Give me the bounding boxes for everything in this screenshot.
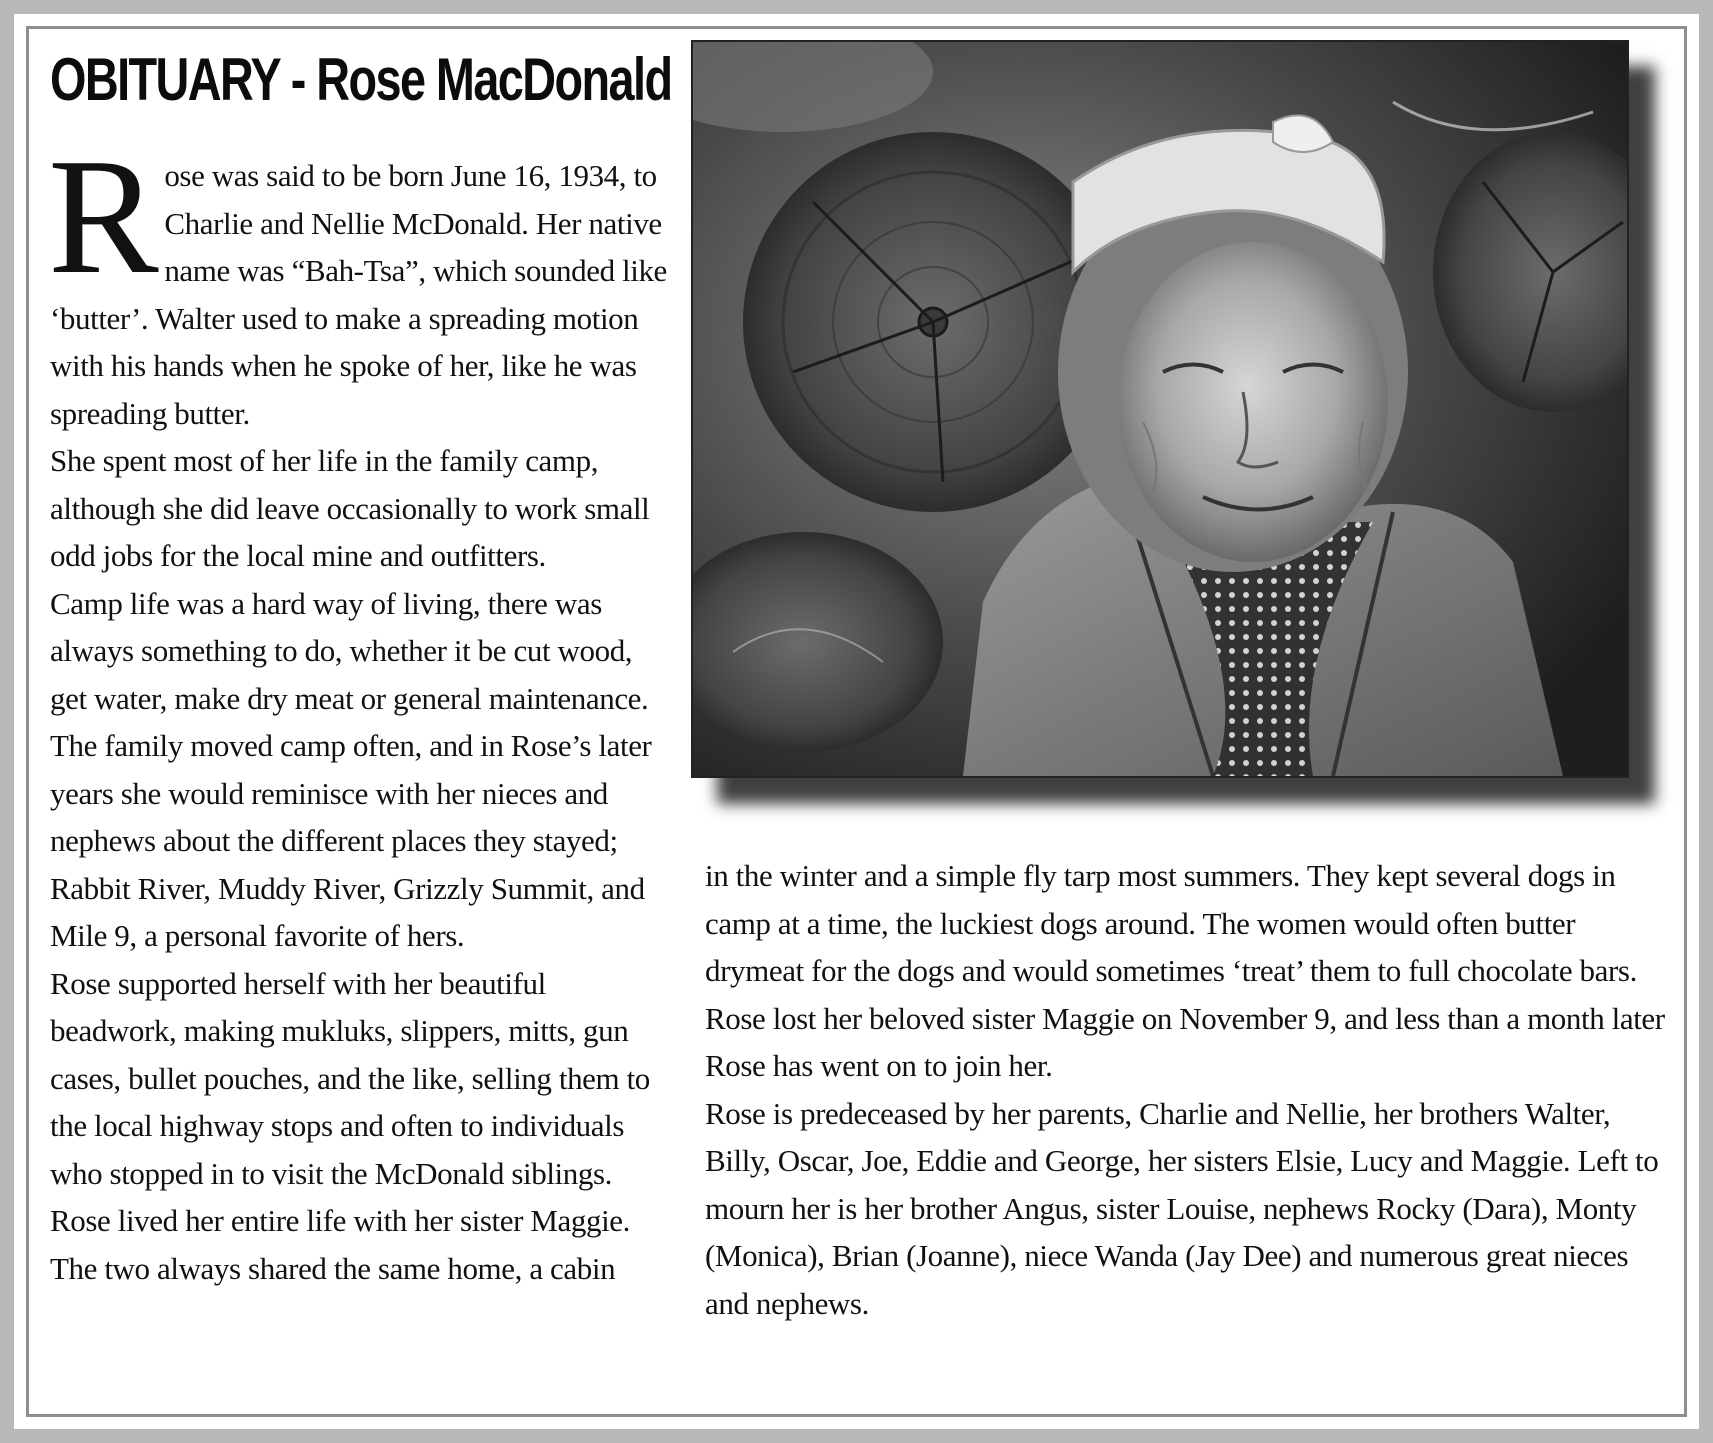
article-paragraph: Camp life was a hard way of living, there was always something to do, whether it be cut wood, get water, make dry meat or general maintenance. [50,585,649,716]
article-paragraph [48,124,668,437]
article-paragraph: She spent most of her life in the family camp, although she did leave occasionally to work small odd jobs for the local mine and outfitters. [50,443,650,573]
portrait-illustration [693,42,1627,776]
portrait-photo [691,40,1629,778]
page-title: OBITUARY - Rose MacDonald [50,46,672,113]
article-paragraph: The family moved camp often, and in Rose’s later years she would reminisce with her nieces and nephews about the different places they stayed; Rabbit River, Muddy River, Grizzly Summit, and Mile 9, a personal favorite of hers. [50,728,652,953]
article-paragraph: Rose is predeceased by her parents, Charlie and Nellie, her brothers Walter, Billy, Oscar, Joe, Eddie and George, her sisters Elsie, Lucy and Maggie. Left to mourn her is her brother Angus, sister Louise, nephews Rocky (Dara), Monty (Monica), Brian (Joanne), niece Wanda (Jay Dee) and numerous great nieces and nephews. [705,1095,1659,1321]
article-paragraph: Rose lost her beloved sister Maggie on November 9, and less than a month later Rose has went on to join her. [705,1000,1665,1083]
article-paragraph: Rose lived her entire life with her sister Maggie. The two always shared the same home, a cabin [50,1203,631,1286]
article-column-right [705,852,1665,1327]
article-column-left [48,124,668,1292]
drop-cap: R [48,124,159,308]
article-paragraph: in the winter and a simple fly tarp most summers. They kept several dogs in camp at a time, the luckiest dogs around. The women would often butter drymeat for the dogs and would sometimes ‘treat’ them to full chocolate bars. [705,858,1637,988]
article-paragraph: Rose supported herself with her beautiful beadwork, making mukluks, slippers, mitts, gun cases, bullet pouches, and the like, selling them to the local highway stops and often to individuals who stopped in to visit the McDonald siblings. [50,965,650,1191]
paragraph-text: ose was said to be born June 16, 1934, to Charlie and Nellie McDonald. Her native name was “Bah-Tsa”, which sounded like ‘butter’. Walter used to make a spreading motion with his hands when he spoke of her, like he was spreading butter. [50,158,667,431]
